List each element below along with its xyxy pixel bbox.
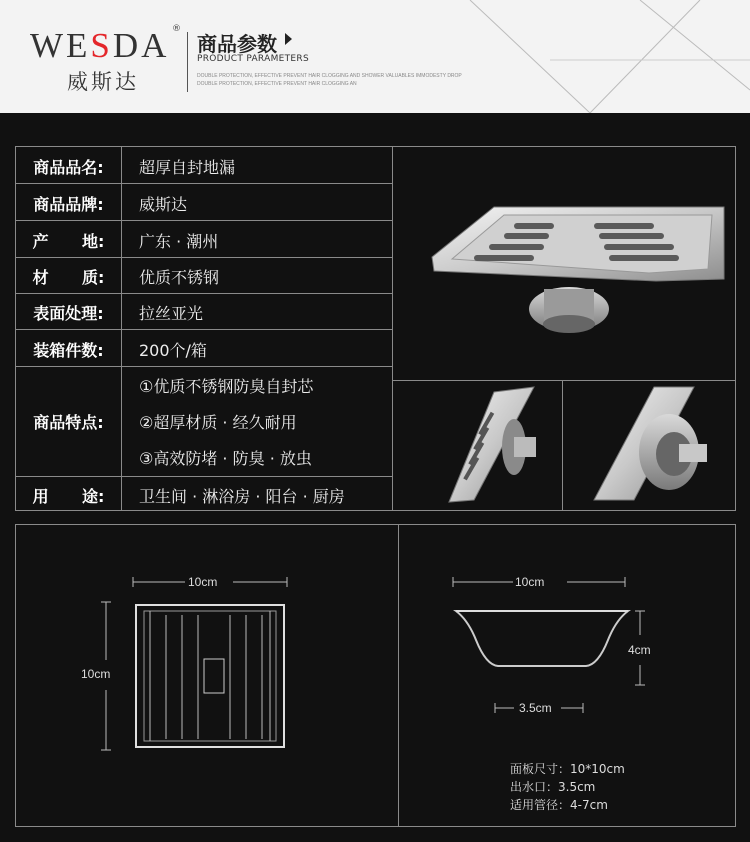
note-panel-size: 面板尺寸：10*10cm — [510, 762, 625, 776]
spec-value-finish: 拉丝亚光 — [139, 304, 204, 323]
brand-highlight: S — [90, 26, 113, 65]
dimension-panel — [15, 524, 736, 827]
note-pipe: 适用管径：4-7cm — [510, 798, 608, 812]
header-divider — [187, 32, 188, 92]
dimension-drawings — [16, 525, 735, 826]
brand-part-2: DA — [112, 26, 170, 65]
brand-cn: 威斯达 — [67, 70, 139, 94]
features-label: 商品特点: — [33, 413, 104, 432]
registered-mark: ® — [172, 24, 181, 34]
section-title: 商品参数 — [197, 32, 277, 56]
spec-value-packing: 200个/箱 — [139, 341, 207, 360]
section-subtitle: PRODUCT PARAMETERS — [197, 54, 309, 64]
outlet-width-label: 3.5cm — [519, 701, 552, 715]
note-outlet: 出水口：3.5cm — [510, 780, 596, 794]
side-width-label: 10cm — [515, 575, 545, 589]
feature-item: ①优质不锈钢防臭自封芯 — [139, 377, 314, 396]
top-width-label: 10cm — [188, 575, 218, 589]
spec-label-name: 商品品名: — [33, 158, 104, 177]
usage-label: 用 途: — [32, 487, 105, 506]
feature-item: ③高效防堵 · 防臭 · 放虫 — [139, 449, 312, 468]
usage-value: 卫生间 · 淋浴房 · 阳台 · 厨房 — [139, 487, 345, 506]
side-height-label: 4cm — [628, 643, 651, 657]
top-height-label: 10cm — [81, 667, 111, 681]
spec-label-origin: 产 地: — [32, 232, 105, 251]
product-photo-side — [564, 382, 734, 509]
spec-panel — [15, 146, 736, 511]
tagline-2: DOUBLE PROTECTION, EFFECTIVE PREVENT HAIR CLOGGING AN — [197, 81, 357, 87]
spec-label-packing: 装箱件数: — [33, 341, 104, 360]
brand-part-1: WE — [30, 26, 91, 65]
spec-label-finish: 表面处理: — [33, 304, 104, 323]
brand-logo — [30, 26, 169, 66]
tagline-1: DOUBLE PROTECTION, EFFECTIVE PREVENT HAIR CLOGGING AND SHOWER VALUABLES IMMODESTY DROP — [197, 73, 462, 79]
spec-value-origin: 广东 · 潮州 — [139, 232, 219, 251]
product-photo-angle — [394, 382, 561, 509]
feature-item: ②超厚材质 · 经久耐用 — [139, 413, 297, 432]
spec-value-material: 优质不锈钢 — [139, 268, 220, 287]
spec-value-name: 超厚自封地漏 — [139, 158, 236, 177]
spec-label-material: 材 质: — [32, 268, 105, 287]
spec-value-brand: 威斯达 — [139, 195, 188, 214]
header-banner — [0, 0, 750, 113]
product-photo-main — [394, 149, 734, 379]
play-triangle-icon — [285, 33, 292, 45]
spec-label-brand: 商品品牌: — [33, 195, 104, 214]
